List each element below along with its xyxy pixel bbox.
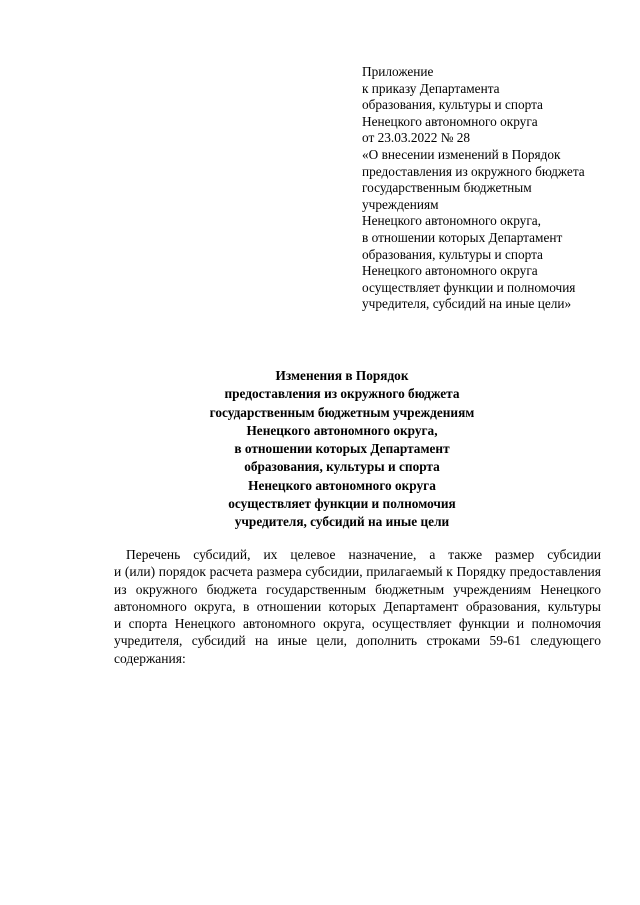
appendix-line: Ненецкого автономного округа, [362, 213, 541, 229]
title-line: осуществляет функции и полномочия [228, 496, 456, 512]
appendix-line: Ненецкого автономного округа [362, 263, 538, 279]
title-line: Ненецкого автономного округа [248, 477, 436, 493]
body-line: автономного округа, в отношении которых Департамент образования, культуры [114, 598, 601, 614]
appendix-line: осуществляет функции и полномочия [362, 279, 576, 295]
appendix-line: «О внесении изменений в Порядок [362, 146, 561, 162]
document-title [140, 367, 544, 532]
body-line: и спорта Ненецкого автономного округа, осуществляет функции и полномочия [114, 616, 601, 632]
title-line: предоставления из окружного бюджета [224, 386, 460, 402]
appendix-line: государственным бюджетным [362, 180, 532, 196]
title-line: образования, культуры и спорта [244, 459, 440, 475]
body-line: Перечень субсидий, их целевое назначение, а также размер субсидии [126, 547, 601, 562]
appendix-line: образования, культуры и спорта [362, 246, 543, 262]
title-line: Ненецкого автономного округа, [246, 422, 438, 438]
appendix-line: от 23.03.2022 № 28 [362, 130, 471, 146]
body-line: и (или) порядок расчета размера субсидии, прилагаемый к Порядку предоставления [114, 564, 601, 580]
appendix-line: в отношении которых Департамент [362, 229, 563, 245]
body-line: учредителя, субсидий на иные цели, дополнить строками 59-61 следующего [114, 633, 601, 649]
title-line: в отношении которых Департамент [234, 441, 450, 457]
title-line: государственным бюджетным учреждениям [209, 404, 475, 420]
appendix-line: образования, культуры и спорта [362, 97, 543, 113]
appendix-line: Ненецкого автономного округа [362, 113, 538, 129]
body-line: из окружного бюджета государственным бюджетным учреждениям Ненецкого [114, 581, 601, 597]
title-line: Изменения в Порядок [275, 368, 409, 383]
appendix-line: учреждениям [362, 196, 439, 212]
body-paragraph [114, 546, 601, 667]
appendix-line: предоставления из окружного бюджета [362, 163, 585, 179]
appendix-header [362, 64, 632, 313]
title-line: учредителя, субсидий на иные цели [234, 514, 450, 530]
body-line: содержания: [114, 650, 186, 666]
appendix-line: учредителя, субсидий на иные цели» [362, 296, 572, 312]
appendix-line: к приказу Департамента [362, 80, 500, 96]
appendix-line: Приложение [362, 64, 434, 79]
